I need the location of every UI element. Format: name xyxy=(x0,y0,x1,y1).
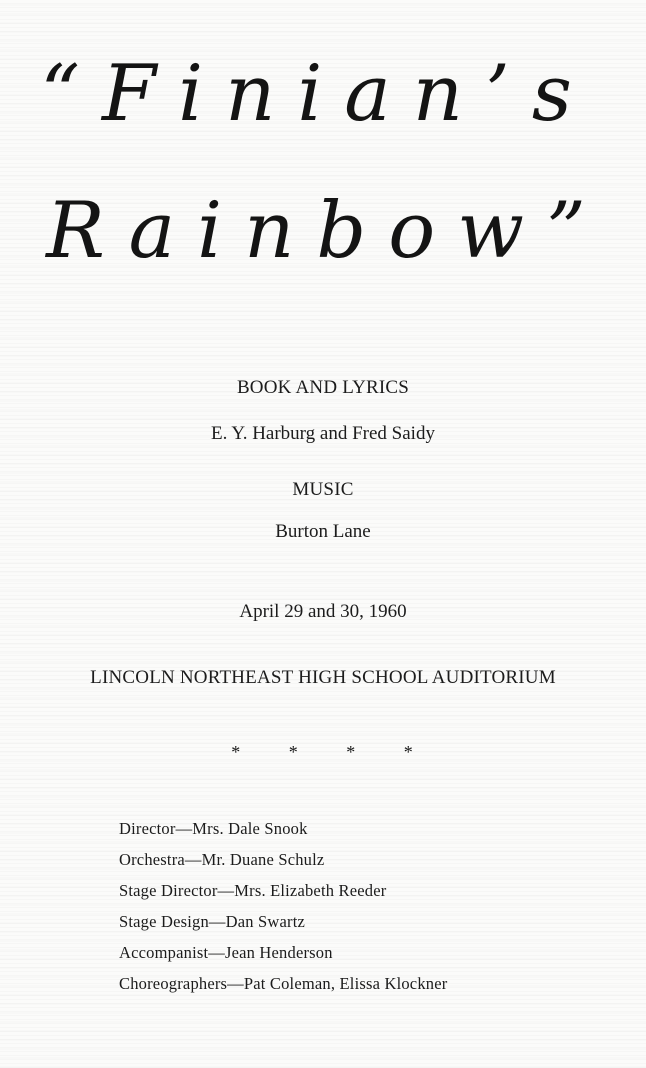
music-names: Burton Lane xyxy=(275,521,371,542)
title-line-1: “Finian’s xyxy=(40,49,594,139)
credit-accompanist: Accompanist—Jean Henderson xyxy=(119,943,333,962)
credits-list xyxy=(119,818,619,1004)
music-heading: MUSIC xyxy=(292,479,354,500)
title-line-2: Rainbow” xyxy=(46,186,608,276)
venue: LINCOLN NORTHEAST HIGH SCHOOL AUDITORIUM xyxy=(90,667,556,688)
book-lyrics-names: E. Y. Harburg and Fred Saidy xyxy=(211,423,435,444)
credit-orchestra: Orchestra—Mr. Duane Schulz xyxy=(119,850,325,869)
performance-dates: April 29 and 30, 1960 xyxy=(239,601,407,622)
separator-stars: * * * * xyxy=(231,742,435,762)
book-lyrics-heading: BOOK AND LYRICS xyxy=(236,377,410,398)
credit-stage-director: Stage Director—Mrs. Elizabeth Reeder xyxy=(119,881,387,900)
credit-choreographers: Choreographers—Pat Coleman, Elissa Klockner xyxy=(119,974,448,993)
credit-director: Director—Mrs. Dale Snook xyxy=(119,819,308,838)
credit-stage-design: Stage Design—Dan Swartz xyxy=(119,912,306,931)
